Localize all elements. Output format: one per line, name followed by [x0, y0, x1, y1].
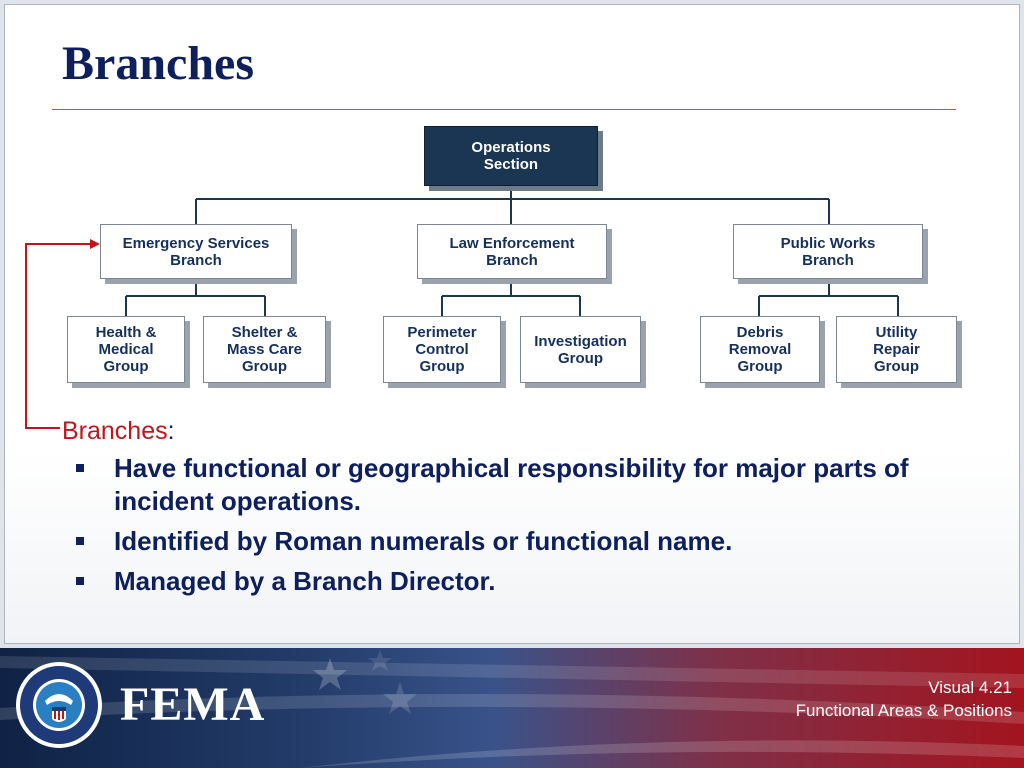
org-node-debris-removal-group: Debris Removal Group	[700, 316, 820, 383]
bullet-text: Identified by Roman numerals or functional name.	[114, 526, 733, 556]
square-bullet-icon	[76, 464, 84, 472]
org-node-investigation-group: Investigation Group	[520, 316, 641, 383]
dhs-seal-icon	[15, 661, 103, 749]
square-bullet-icon	[76, 537, 84, 545]
bullet-item	[62, 525, 962, 558]
visual-caption	[796, 676, 1012, 722]
footer-banner	[0, 648, 1024, 768]
org-node-public-works-branch: Public Works Branch	[733, 224, 923, 279]
org-node-perimeter-control-group: Perimeter Control Group	[383, 316, 501, 383]
org-node-utility-repair-group: Utility Repair Group	[836, 316, 957, 383]
bullet-text: Managed by a Branch Director.	[114, 566, 496, 596]
bullet-list	[62, 452, 962, 598]
org-node-health-medical-group: Health & Medical Group	[67, 316, 185, 383]
visual-number: Visual 4.21	[928, 678, 1012, 697]
org-node-operations-section: Operations Section	[424, 126, 598, 186]
bullet-text: Have functional or geographical responsibility for major parts of incident operations.	[114, 453, 909, 516]
bullet-heading-word: Branches	[62, 417, 168, 445]
bullet-item	[62, 452, 962, 518]
bullet-heading	[62, 414, 962, 448]
org-node-shelter-mass-care-group: Shelter & Mass Care Group	[203, 316, 326, 383]
bullet-heading-colon: :	[167, 417, 175, 445]
fema-logo-text: FEMA	[120, 678, 266, 731]
bullet-item	[62, 565, 962, 598]
bullet-section	[62, 414, 962, 605]
visual-title: Functional Areas & Positions	[795, 701, 1012, 720]
org-node-emergency-services-branch: Emergency Services Branch	[100, 224, 292, 279]
title-divider	[52, 109, 956, 110]
org-node-law-enforcement-branch: Law Enforcement Branch	[417, 224, 607, 279]
square-bullet-icon	[76, 577, 84, 585]
slide-title: Branches	[62, 37, 254, 90]
